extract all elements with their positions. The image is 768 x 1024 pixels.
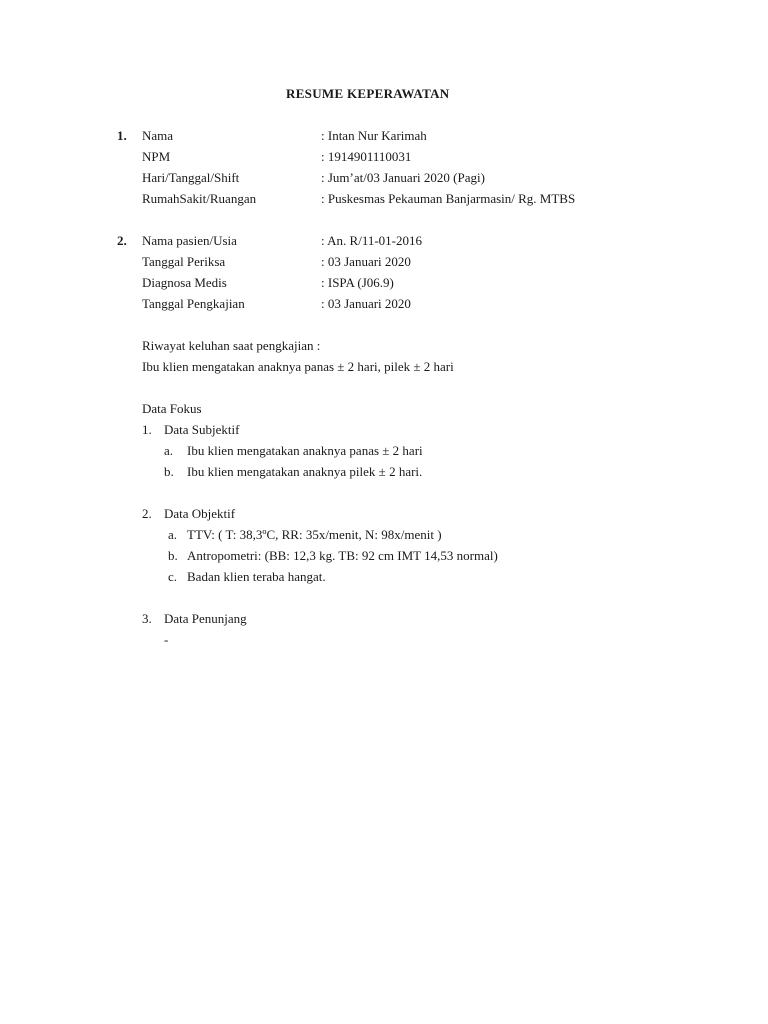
- data-fokus-heading: Data Fokus: [142, 401, 202, 416]
- riwayat-heading: Riwayat keluhan saat pengkajian :: [142, 338, 321, 353]
- list-marker: a.: [168, 527, 178, 542]
- list-item: Badan klien teraba hangat.: [187, 569, 326, 584]
- list-marker: b.: [164, 464, 174, 479]
- subjektif-number: 1.: [142, 422, 152, 437]
- field-label: Nama: [142, 128, 174, 143]
- field-value: : 03 Januari 2020: [321, 296, 411, 311]
- section-2-number: 2.: [117, 233, 127, 248]
- penunjang-heading: Data Penunjang: [164, 611, 247, 626]
- field-value: : ISPA (J06.9): [321, 275, 394, 290]
- field-value: : Jum’at/03 Januari 2020 (Pagi): [321, 170, 485, 185]
- section-1-number: 1.: [117, 128, 127, 143]
- field-value: : 1914901110031: [321, 149, 412, 164]
- riwayat-text: Ibu klien mengatakan anaknya panas ± 2 hari, pilek ± 2 hari: [142, 359, 454, 374]
- document-title: RESUME KEPERAWATAN: [286, 86, 450, 101]
- subjektif-heading: Data Subjektif: [164, 422, 240, 437]
- list-marker: a.: [164, 443, 174, 458]
- field-value: : Intan Nur Karimah: [321, 128, 427, 143]
- field-label: Hari/Tanggal/Shift: [142, 170, 240, 185]
- field-label: Nama pasien/Usia: [142, 233, 237, 248]
- objektif-heading: Data Objektif: [164, 506, 236, 521]
- list-marker: c.: [168, 569, 178, 584]
- field-label: Tanggal Periksa: [142, 254, 226, 269]
- field-label: NPM: [142, 149, 171, 164]
- field-label: Diagnosa Medis: [142, 275, 227, 290]
- list-item: Ibu klien mengatakan anaknya panas ± 2 hari: [187, 443, 423, 458]
- field-value: : 03 Januari 2020: [321, 254, 411, 269]
- list-item: TTV: ( T: 38,3ºC, RR: 35x/menit, N: 98x/menit ): [187, 527, 442, 542]
- list-item: Antropometri: (BB: 12,3 kg. TB: 92 cm IMT 14,53 normal): [187, 548, 498, 563]
- list-item: Ibu klien mengatakan anaknya pilek ± 2 hari.: [187, 464, 423, 479]
- field-value: : An. R/11-01-2016: [321, 233, 422, 248]
- list-marker: b.: [168, 548, 178, 563]
- field-value: : Puskesmas Pekauman Banjarmasin/ Rg. MTBS: [321, 191, 576, 206]
- field-label: Tanggal Pengkajian: [142, 296, 245, 311]
- list-item: -: [164, 632, 169, 647]
- penunjang-number: 3.: [142, 611, 152, 626]
- objektif-number: 2.: [142, 506, 152, 521]
- field-label: RumahSakit/Ruangan: [142, 191, 257, 206]
